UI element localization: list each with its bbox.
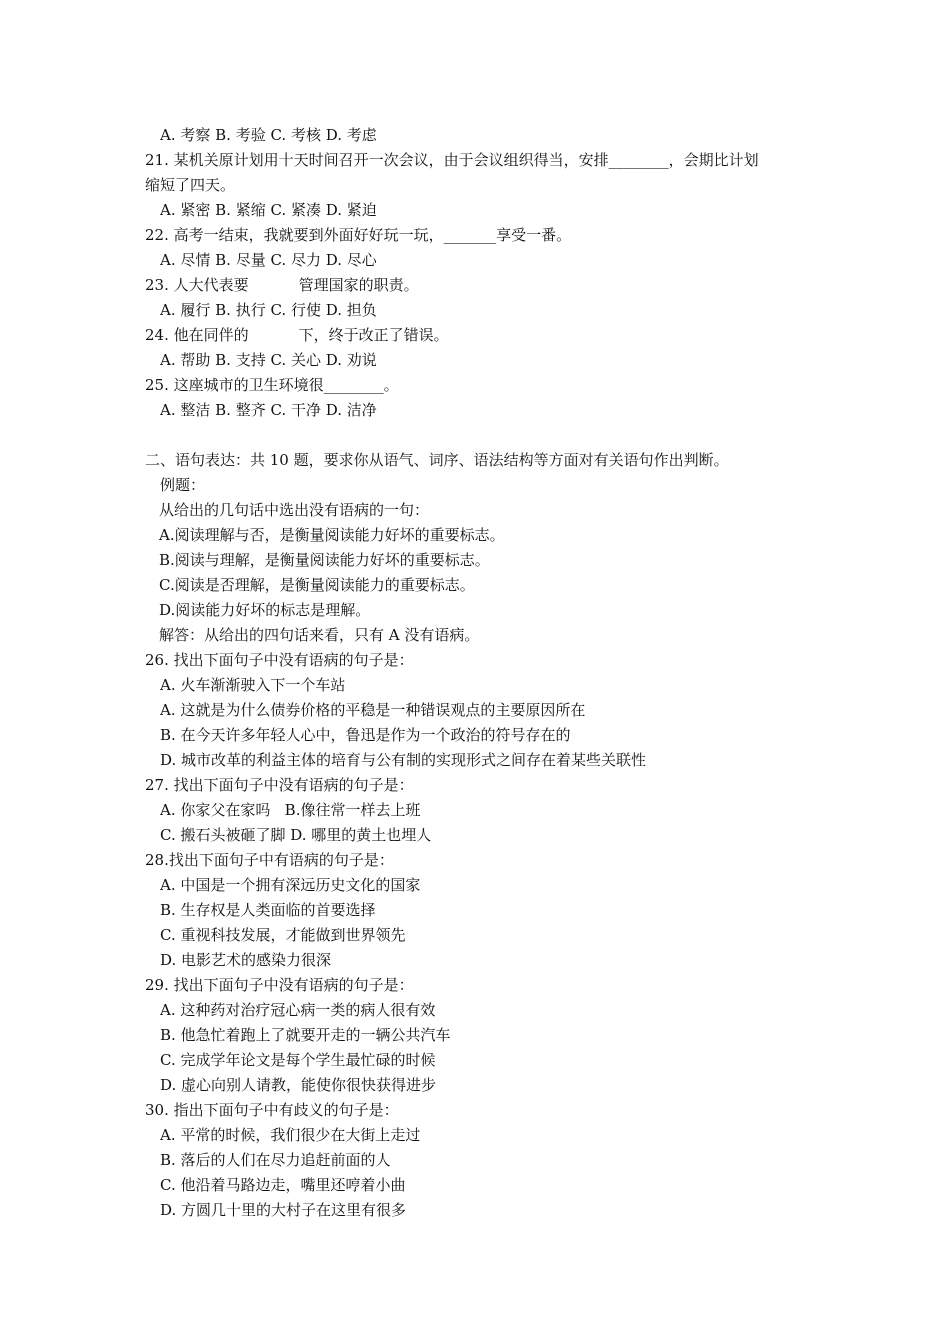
example-option: A.阅读理解与否，是衡量阅读能力好坏的重要标志。 <box>159 526 505 544</box>
q22-stem: 22. 高考一结束，我就要到外面好好玩一玩，_______享受一番。 <box>145 226 572 244</box>
section2-heading: 二、语句表达：共 10 题，要求你从语气、词序、语法结构等方面对有关语句作出判断。 <box>145 451 729 469</box>
q29-option: A. 这种药对治疗冠心病一类的病人很有效 <box>160 1001 436 1019</box>
q30-option: C. 他沿着马路边走，嘴里还哼着小曲 <box>160 1176 406 1194</box>
q25-stem: 25. 这座城市的卫生环境很________。 <box>145 376 399 394</box>
q29-stem: 29. 找出下面句子中没有语病的句子是： <box>145 976 414 994</box>
q26-option: B. 在今天许多年轻人心中，鲁迅是作为一个政治的符号存在的 <box>160 726 571 744</box>
q26-stem: 26. 找出下面句子中没有语病的句子是： <box>145 651 414 669</box>
q30-option: B. 落后的人们在尽力追赶前面的人 <box>160 1151 391 1169</box>
q26-option: A. 火车渐渐驶入下一个车站 <box>160 676 346 694</box>
q27-option: C. 搬石头被砸了脚 D. 哪里的黄土也埋人 <box>160 826 432 844</box>
q30-stem: 30. 指出下面句子中有歧义的句子是： <box>145 1101 399 1119</box>
q29-option: B. 他急忙着跑上了就要开走的一辆公共汽车 <box>160 1026 451 1044</box>
q28-stem: 28.找出下面句子中有语病的句子是： <box>145 851 394 869</box>
q28-option: B. 生存权是人类面临的首要选择 <box>160 901 376 919</box>
q30-option: D. 方圆几十里的大村子在这里有很多 <box>160 1201 407 1219</box>
q22-options: A. 尽情 B. 尽量 C. 尽力 D. 尽心 <box>160 251 377 269</box>
q28-option: A. 中国是一个拥有深远历史文化的国家 <box>160 876 421 894</box>
q21-options: A. 紧密 B. 紧缩 C. 紧凑 D. 紧迫 <box>160 201 377 219</box>
q20-options: A. 考察 B. 考验 C. 考核 D. 考虑 <box>160 126 377 144</box>
q24-options: A. 帮助 B. 支持 C. 关心 D. 劝说 <box>160 351 377 369</box>
q28-option: D. 电影艺术的感染力很深 <box>160 951 332 969</box>
q24-stem <box>145 323 825 348</box>
q23-stem <box>145 273 825 298</box>
example-prompt: 从给出的几句话中选出没有语病的一句： <box>159 501 430 519</box>
q29-option: C. 完成学年论文是每个学生最忙碌的时候 <box>160 1051 436 1069</box>
q23-stem-before: 23. 人大代表要 <box>145 276 249 294</box>
example-option: B.阅读与理解，是衡量阅读能力好坏的重要标志。 <box>159 551 490 569</box>
q21-stem-line1: 21. 某机关原计划用十天时间召开一次会议，由于会议组织得当，安排________，会期比计划 <box>145 151 759 169</box>
example-option: C.阅读是否理解，是衡量阅读能力的重要标志。 <box>159 576 475 594</box>
q27-option: A. 你家父在家吗 B.像往常一样去上班 <box>160 801 421 819</box>
q25-options: A. 整洁 B. 整齐 C. 干净 D. 洁净 <box>160 401 377 419</box>
q26-option: A. 这就是为什么债券价格的平稳是一种错误观点的主要原因所在 <box>160 701 586 719</box>
example-option: D.阅读能力好坏的标志是理解。 <box>159 601 371 619</box>
section-spacer <box>145 423 825 448</box>
q21-stem-line2: 缩短了四天。 <box>145 176 236 194</box>
example-answer: 解答：从给出的四句话来看，只有 A 没有语病。 <box>159 626 480 644</box>
q26-option: D. 城市改革的利益主体的培育与公有制的实现形式之间存在着某些关联性 <box>160 751 647 769</box>
example-label: 例题： <box>160 476 206 494</box>
document-body <box>145 123 825 1223</box>
q29-option: D. 虚心向别人请教，能使你很快获得进步 <box>160 1076 437 1094</box>
q30-option: A. 平常的时候，我们很少在大街上走过 <box>160 1126 421 1144</box>
q23-stem-after: 管理国家的职责。 <box>298 276 419 294</box>
q24-stem-before: 24. 他在同伴的 <box>145 326 249 344</box>
q23-options: A. 履行 B. 执行 C. 行使 D. 担负 <box>160 301 377 319</box>
q24-stem-after: 下，终于改正了错误。 <box>298 326 449 344</box>
q27-stem: 27. 找出下面句子中没有语病的句子是： <box>145 776 414 794</box>
q28-option: C. 重视科技发展，才能做到世界领先 <box>160 926 406 944</box>
